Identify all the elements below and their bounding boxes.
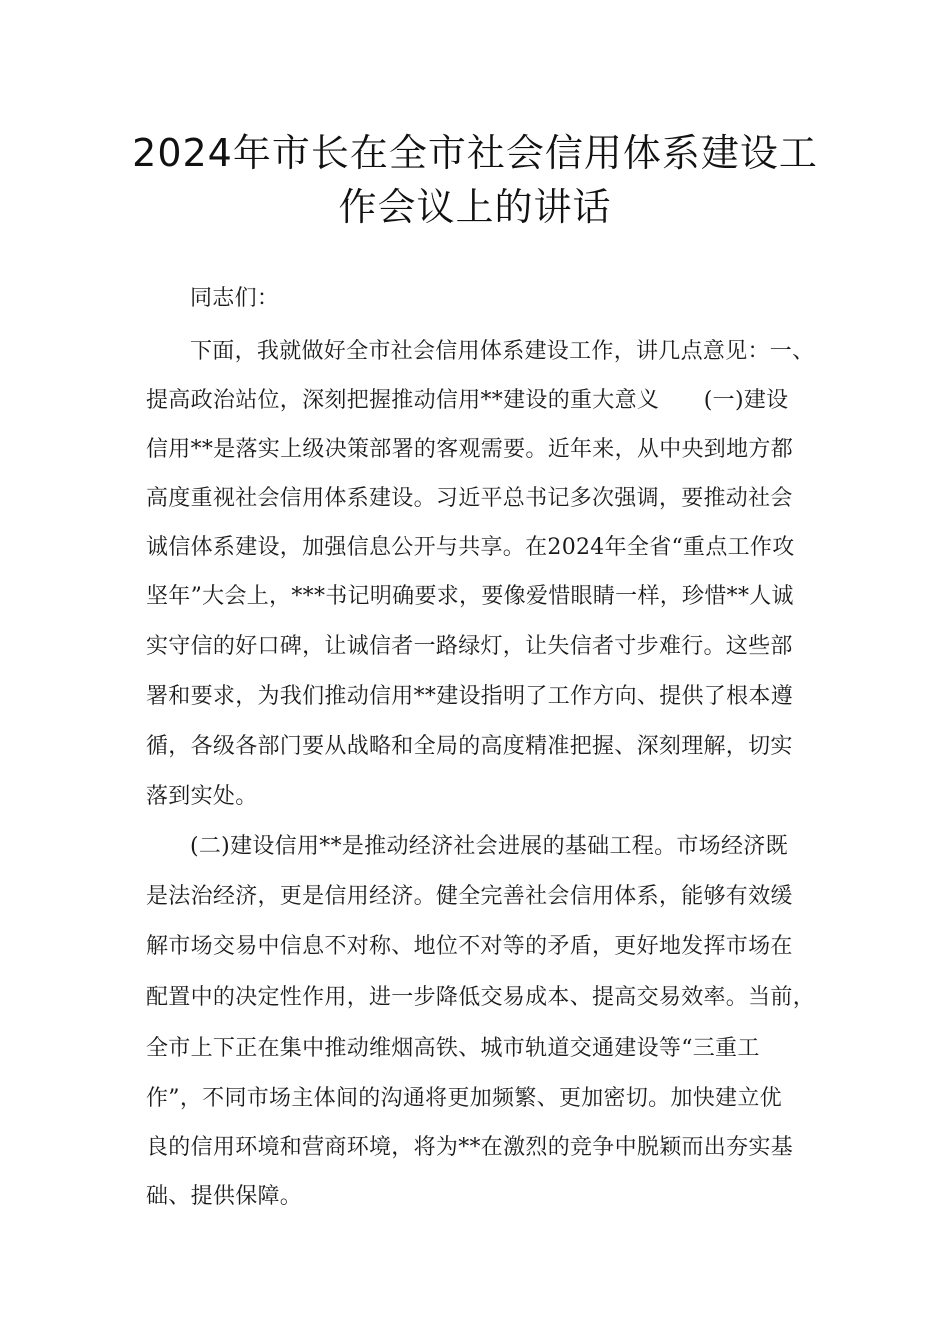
body-line: 提高政治站位，深刻把握推动信用**建设的重大意义 (一)建设 [146, 388, 789, 413]
body-line: 解市场交易中信息不对称、地位不对等的矛盾，更好地发挥市场在 [146, 934, 793, 959]
body-line: 署和要求，为我们推动信用**建设指明了工作方向、提供了根本遵 [146, 684, 794, 709]
body-line: 坚年”大会上，***书记明确要求，要像爱惜眼睛一样，珍惜**人诚 [146, 584, 794, 609]
body-line: 是法治经济，更是信用经济。健全完善社会信用体系，能够有效缓 [146, 884, 793, 909]
body-line: 础、提供保障。 [146, 1184, 303, 1209]
body-line: 循，各级各部门要从战略和全局的高度精准把握、深刻理解，切实 [146, 734, 793, 759]
body-line: (二)建设信用**是推动经济社会进展的基础工程。市场经济既 [190, 834, 788, 859]
body-line: 配置中的决定性作用，进一步降低交易成本、提高交易效率。当前， [146, 985, 816, 1010]
body-line: 落到实处。 [146, 784, 258, 809]
body-line: 信用**是落实上级决策部署的客观需要。近年来，从中央到地方都 [146, 437, 794, 462]
body-line: 诚信体系建设，加强信息公开与共享。在2024年全省“重点工作攻 [146, 535, 795, 560]
salutation: 同志们： [190, 286, 280, 311]
body-line: 良的信用环境和营商环境，将为**在激烈的竞争中脱颖而出夯实基 [146, 1135, 794, 1160]
body-line: 高度重视社会信用体系建设。习近平总书记多次强调，要推动社会 [146, 486, 793, 511]
body-line: 全市上下正在集中推动维烟高铁、城市轨道交通建设等“三重工 [146, 1036, 760, 1061]
document-title-line-1: 2024年市长在全市社会信用体系建设工 [132, 131, 818, 175]
body-line: 下面，我就做好全市社会信用体系建设工作，讲几点意见：一、 [190, 339, 815, 364]
document-title-line-2: 作会议上的讲话 [338, 185, 612, 229]
body-line: 实守信的好口碑，让诚信者一路绿灯，让失信者寸步难行。这些部 [146, 634, 793, 659]
body-line: 作”，不同市场主体间的沟通将更加频繁、更加密切。加快建立优 [146, 1086, 782, 1111]
